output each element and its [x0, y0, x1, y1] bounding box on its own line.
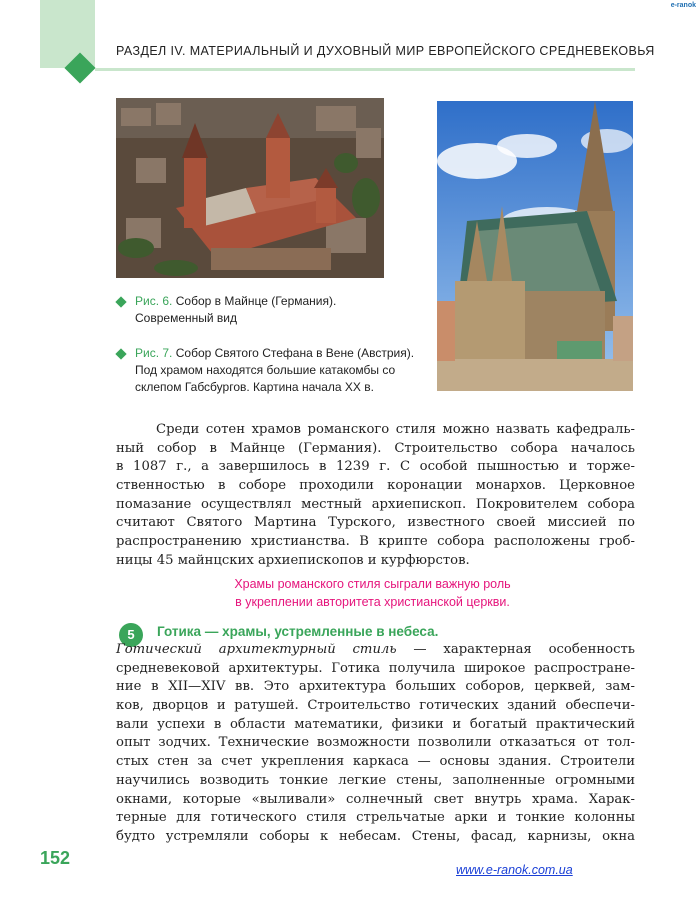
text-line: ков, дворцов и ратушей. Строительство готических зданий обеспечи- [116, 698, 635, 714]
text-line: стых стен за счет укрепления каркаса — основы здания. Строители [116, 754, 635, 770]
vienna-cathedral-photo [437, 101, 633, 391]
key-statement-line: в укреплении авторитета христианской церкви. [235, 595, 510, 609]
text-line: вали успехи в области математики, физики и богатый практический [116, 716, 635, 732]
figure-caption-text: Собор Святого Стефана в Вене (Австрия). Под храмом находятся большие катакомбы со склепом Габсбургов. Картина начала XX в. [135, 346, 415, 394]
figure-caption-text: Собор в Майнце (Германия). Современный вид [135, 294, 337, 325]
body-paragraph-romanesque [116, 421, 635, 571]
figure-caption-6 [117, 293, 417, 327]
text-line: помазание осуществлял местный архиепископ. Покровителем собора [116, 496, 635, 512]
corner-decoration [40, 0, 95, 68]
body-paragraph-gothic [116, 641, 635, 847]
text-line: опыт зодчих. Технические возможности позволили отказаться от тол- [116, 735, 635, 751]
text-line: в 1087 г., а завершилось в 1239 г. С особой пышностью и торже- [116, 459, 635, 475]
page-number: 152 [40, 848, 71, 868]
section-header: РАЗДЕЛ IV. МАТЕРИАЛЬНЫЙ И ДУХОВНЫЙ МИР ЕВРОПЕЙСКОГО СРЕДНЕВЕКОВЬЯ [116, 44, 655, 58]
text-line: Среди сотен храмов романского стиля можно назвать кафедраль- [156, 422, 635, 437]
text-line: считают Святого Мартина Турского, известного своей миссией по [116, 515, 635, 531]
text-line: терные для готического стиля стрельчатые арки и тонкие колонны [116, 810, 635, 826]
text-line: ственностью в соборе проходили коронации монархов. Церковное [116, 478, 635, 494]
text-line [116, 641, 635, 660]
text-line: распространению христианства. В крипте собора расположены гроб- [116, 534, 635, 550]
figure-label: Рис. 6. [135, 294, 173, 308]
section-title: Готика — храмы, устремленные в небеса. [157, 624, 439, 639]
text-line: средневековой архитектуры. Готика получила широкое распростране- [116, 660, 635, 676]
text-line: научились возводить тонкие легкие стены, заполненные огромными [116, 772, 635, 788]
header-divider [95, 68, 635, 71]
publisher-website-link[interactable]: www.e-ranok.com.ua [456, 863, 573, 877]
mainz-cathedral-photo [116, 98, 384, 278]
text-line: ницы 45 майнцских архиепископов и курфюрстов. [116, 552, 470, 568]
text-line: ный собор в Майнце (Германия). Строительство собора началось [116, 440, 635, 456]
text-line: будто устремляли соборы к небесам. Стены, фасад, карнизы, окна [116, 828, 635, 844]
figure-caption-7 [117, 345, 435, 396]
publisher-logo: e-ranok [670, 2, 696, 9]
text-line: ние в XII—XIV вв. Это архитектура больших соборов, церквей, зам- [116, 679, 635, 695]
term-italic: Готический архитектурный стиль [116, 642, 397, 657]
figure-label: Рис. 7. [135, 346, 173, 360]
key-statement [200, 575, 545, 611]
section-number-badge: 5 [119, 623, 143, 647]
key-statement-line: Храмы романского стиля сыграли важную роль [234, 577, 511, 591]
text-line: окнами, которые «выливали» солнечный свет внутрь храма. Харак- [116, 791, 635, 807]
text-fragment: — характерная особенность [396, 642, 635, 657]
